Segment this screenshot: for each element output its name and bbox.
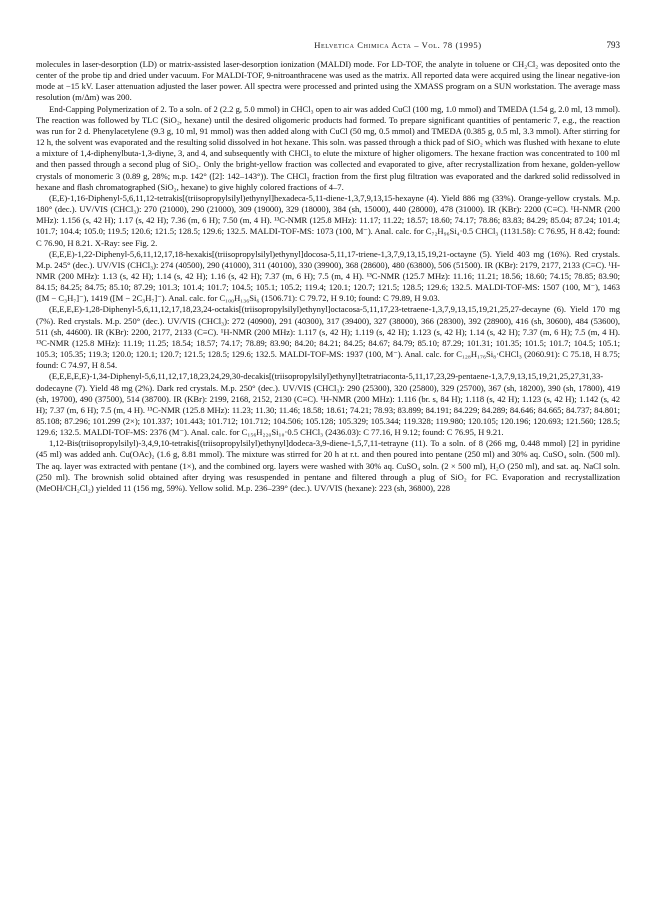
page-number: 793 xyxy=(606,40,620,50)
journal-title: Helvetica Chimica Acta – Vol. 78 (1995) xyxy=(314,40,482,50)
paragraph-compound-4: (E,E)-1,16-Diphenyl-5,6,11,12-tetrakis[(triisopropylsilyl)ethynyl]hexadeca-5,11-diene-1,3,7,9,13,15-hexayne (4). Yield 886 mg (33%). Orange-yellow crystals. M.p. 180° (dec.). UV/VIS (CHCl₃): 270 (21000), 290 (21000), 309 (19000), 329 (18000), 384 (sh, 15000), 440 (28000), 478 (31000). IR (KBr): 2200 (C≡C). ¹H-NMR (200 MHz): 1.156 (s, 42 H); 1.17 (s, 42 H); 7.36 (m, 6 H); 7.50 (m, 4 H). ¹³C-NMR (125.8 MHz): 11.17; 11.22; 18.57; 18.60; 74.17; 78.86; 83.83; 84.29; 85.04; 87.24; 101.4; 101.7; 104.4; 105.0; 119.5; 120.6; 121.5; 128.5; 129.6; 132.5. MALDI-TOF-MS: 1073 (100, M⁻). Anal. calc. for C₇₂H₉₆Si₄·0.5 CHCl₃ (1131.58): C 76.95, H 8.42; found: C 76.90, H 8.21. X-Ray: see Fig. 2. xyxy=(36,192,620,248)
paragraph-compound-6: (E,E,E,E)-1,28-Diphenyl-5,6,11,12,17,18,23,24-octakis[(triisopropylsilyl)ethynyl]octacosa-5,11,17,23-tetraene-1,3,7,9,13,15,19,21,25,27-decayne (6). Yield 170 mg (7%). Red crystals. M.p. 250° (dec.). UV/VIS (CHCl₃): 272 (40900), 291 (40300), 317 (39400), 327 (38000), 366 (28300), 392 (28900), 416 (sh, 30600), 484 (53600), 511 (sh, 44600). IR (KBr): 2200, 2177, 2133 (C≡C). ¹H-NMR (200 MHz): 1.117 (s, 42 H); 1.119 (s, 42 H); 1.123 (s, 42 H); 1.14 (s, 42 H); 7.37 (m, 6 H); 7.5 (m, 4 H). ¹³C-NMR (125.8 MHz): 11.19; 11.25; 18.54; 18.57; 74.17; 78.89; 83.90; 84.20; 84.21; 84.25; 84.67; 84.79; 85.10; 87.29; 101.31; 101.35; 101.5; 101.7; 104.5; 105.1; 105.3; 105.35; 119.3; 120.0; 120.1; 120.7; 121.5; 128.5; 129.6; 132.5. MALDI-TOF-MS: 1937 (100, M⁻). Anal. calc. for C₁₂₈H₁₇₆Si₈·CHCl₃ (2060.91): C 75.18, H 8.75; found: C 74.97, H 8.54. xyxy=(36,304,620,371)
paragraph-compound-7: (E,E,E,E,E)-1,34-Diphenyl-5,6,11,12,17,18,23,24,29,30-decakis[(triisopropylsilyl)ethynyl]tetratriaconta-5,11,17,23,29-pentaene-1,3,7,9,13,15,19,21,25,27,31,33-dodecayne (7). Yield 48 mg (2%). Dark red crystals. M.p. 250° (dec.). UV/VIS (CHCl₃): 290 (25300), 320 (25800), 329 (25700), 367 (sh, 18200), 390 (sh, 17800), 419 (sh, 19700), 490 (37500), 514 (38700). IR (KBr): 2199, 2168, 2152, 2130 (C≡C). ¹H-NMR (200 MHz): 1.116 (br. s, 84 H); 1.118 (s, 42 H); 1.123 (s, 42 H); 1.142 (s, 42 H); 7.37 (m, 6 H); 7.5 (m, 4 H). ¹³C-NMR (125.8 MHz): 11.23; 11.30; 11.46; 18.58; 18.61; 74.21; 78.93; 83.899; 84.191; 84.229; 84.289; 84.646; 84.665; 84.737; 84.801; 85.108; 87.296; 101.299 (2×); 101.337; 101.443; 101.712; 101.712; 104.506; 105.128; 105.329; 105.344; 119.328; 119.980; 120.105; 120.196; 120.693; 121.560; 128.5; 129.6; 132.5. MALDI-TOF-MS: 2376 (M⁻). Anal. calc. for C₁₅₆H₂₂₀Si₁₀·0.5 CHCl₃ (2436.03): C 77.16, H 9.12; found: C 76.95, H 9.21. xyxy=(36,371,620,438)
paragraph-maldi-method: molecules in laser-desorption (LD) or matrix-assisted laser-desorption ionization (MALDI) mode. For LD-TOF, the analyte in toluene or CH₂Cl₂ was deposited onto the center of the probe tip and dried under vacuum. For MALDI-TOF, 9-nitroanthracene was used as the matrix. All reported data were acquired using the linear negative-ion mode at −15 kV. Laser attenuation adjusted the laser power. All spectra were processed and printed using the XMASS program on a SUN workstation. The average mass resolution (m/Δm) was 200. xyxy=(36,59,620,103)
paragraph-compound-5: (E,E,E)-1,22-Diphenyl-5,6,11,12,17,18-hexakis[(triisopropylsilyl)ethynyl]docosa-5,11,17-triene-1,3,7,9,13,15,19,21-octayne (5). Yield 403 mg (16%). Red crystals. M.p. 245° (dec.). UV/VIS (CHCl₃): 274 (40500), 290 (41000), 311 (40100), 330 (39900), 368 (28600), 480 (63800), 506 (51500). IR (KBr): 2179, 2177, 2133 (C≡C). ¹H-NMR (200 MHz): 1.13 (s, 42 H); 1.14 (s, 42 H); 1.16 (s, 42 H); 7.37 (m, 6 H); 7.5 (m, 4 H). ¹³C-NMR (125.7 MHz): 11.16; 11.21; 18.56; 18.60; 74.15; 78.85; 83.90; 84.15; 84.25; 84.75; 85.10; 87.29; 101.3; 101.4; 101.7; 104.5; 105.1; 105.2; 119.4; 120.1; 120.7; 121.5; 128.5; 129.6; 132.5. MALDI-TOF-MS: 1507 (100, M⁻), 1463 ([M − C₃H₇]⁻), 1419 ([M − 2C₃H₇]⁻). Anal. calc. for C₁₀₀H₁₃₆Si₆ (1506.71): C 79.72, H 9.10; found: C 79.89, H 9.03. xyxy=(36,248,620,304)
paragraph-compound-11: 1,12-Bis(triisopropylsilyl)-3,4,9,10-tetrakis[(triisopropylsilyl)ethynyl]dodeca-3,9-diene-1,5,7,11-tetrayne (11). To a soln. of 8 (266 mg, 0.448 mmol) [2] in pyridine (45 ml) was added anh. Cu(OAc)₂ (1.6 g, 8.81 mmol). The mixture was stirred for 20 h at r.t. and then poured into pentane (250 ml) and 30% aq. CuSO₄ soln. (500 ml). The aq. layer was extracted with pentane (1×), and the combined org. layers were washed with 30% aq. CuSO₄ soln. (2 × 500 ml), H₂O (250 ml), and sat. aq. NaCl soln. (250 ml). The brownish solid obtained after drying was resuspended in pentane and filtered through a plug of SiO₂ for FC. Evaporation and recrystallization (MeOH/CH₂Cl₂) yielded 11 (156 mg, 59%). Yellow solid. M.p. 236–239° (dec.). UV/VIS (hexane): 223 (sh, 36800), 228 xyxy=(36,438,620,493)
running-header xyxy=(176,40,620,54)
journal-page xyxy=(36,40,620,886)
paragraph-end-capping-polymerization: End-Capping Polymerization of 2. To a soln. of 2 (2.2 g, 5.0 mmol) in CHCl₃ open to air was added CuCl (100 mg, 1.0 mmol) and TMEDA (1.54 g, 2.0 ml, 13 mmol). The reaction was followed by TLC (SiO₂, hexane) until the desired oligomeric products had formed. To prepare significant quantities of pentameric 7, e.g., the reaction was run for 2 d. Phenylacetylene (9.3 g, 10 ml, 91 mmol) was then added along with CuCl (50 mg, 0.5 mmol) and TMEDA (0.385 g, 0.5 ml, 3.3 mmol). After stirring for 12 h, the solvent was evaporated and the resulting solid dissolved in hot hexane. This soln. was passed through a thick pad of SiO₂ which was flushed with hexane to elute a mixture of 1,4-diphenylbuta-1,3-diyne, 3, and 4, and subsequently with CHCl₃ to elute the mixture of higher oligomers. The hexane fraction was concentrated to 100 ml and then passed through a second plug of SiO₂. Only the bright-yellow fraction was collected and evaporated to give, after recrystallization from hexane, golden-yellow crystals of monomeric 3 (0.89 g, 28%; m.p. 142° ([2]: 142–143°)). The CHCl₃ fraction from the first plug filtration was evaporated and the darkred solid redissolved in hexane and flash chromatographed (SiO₂, hexane) to give highly colored fractions of 4–7. xyxy=(36,103,620,192)
